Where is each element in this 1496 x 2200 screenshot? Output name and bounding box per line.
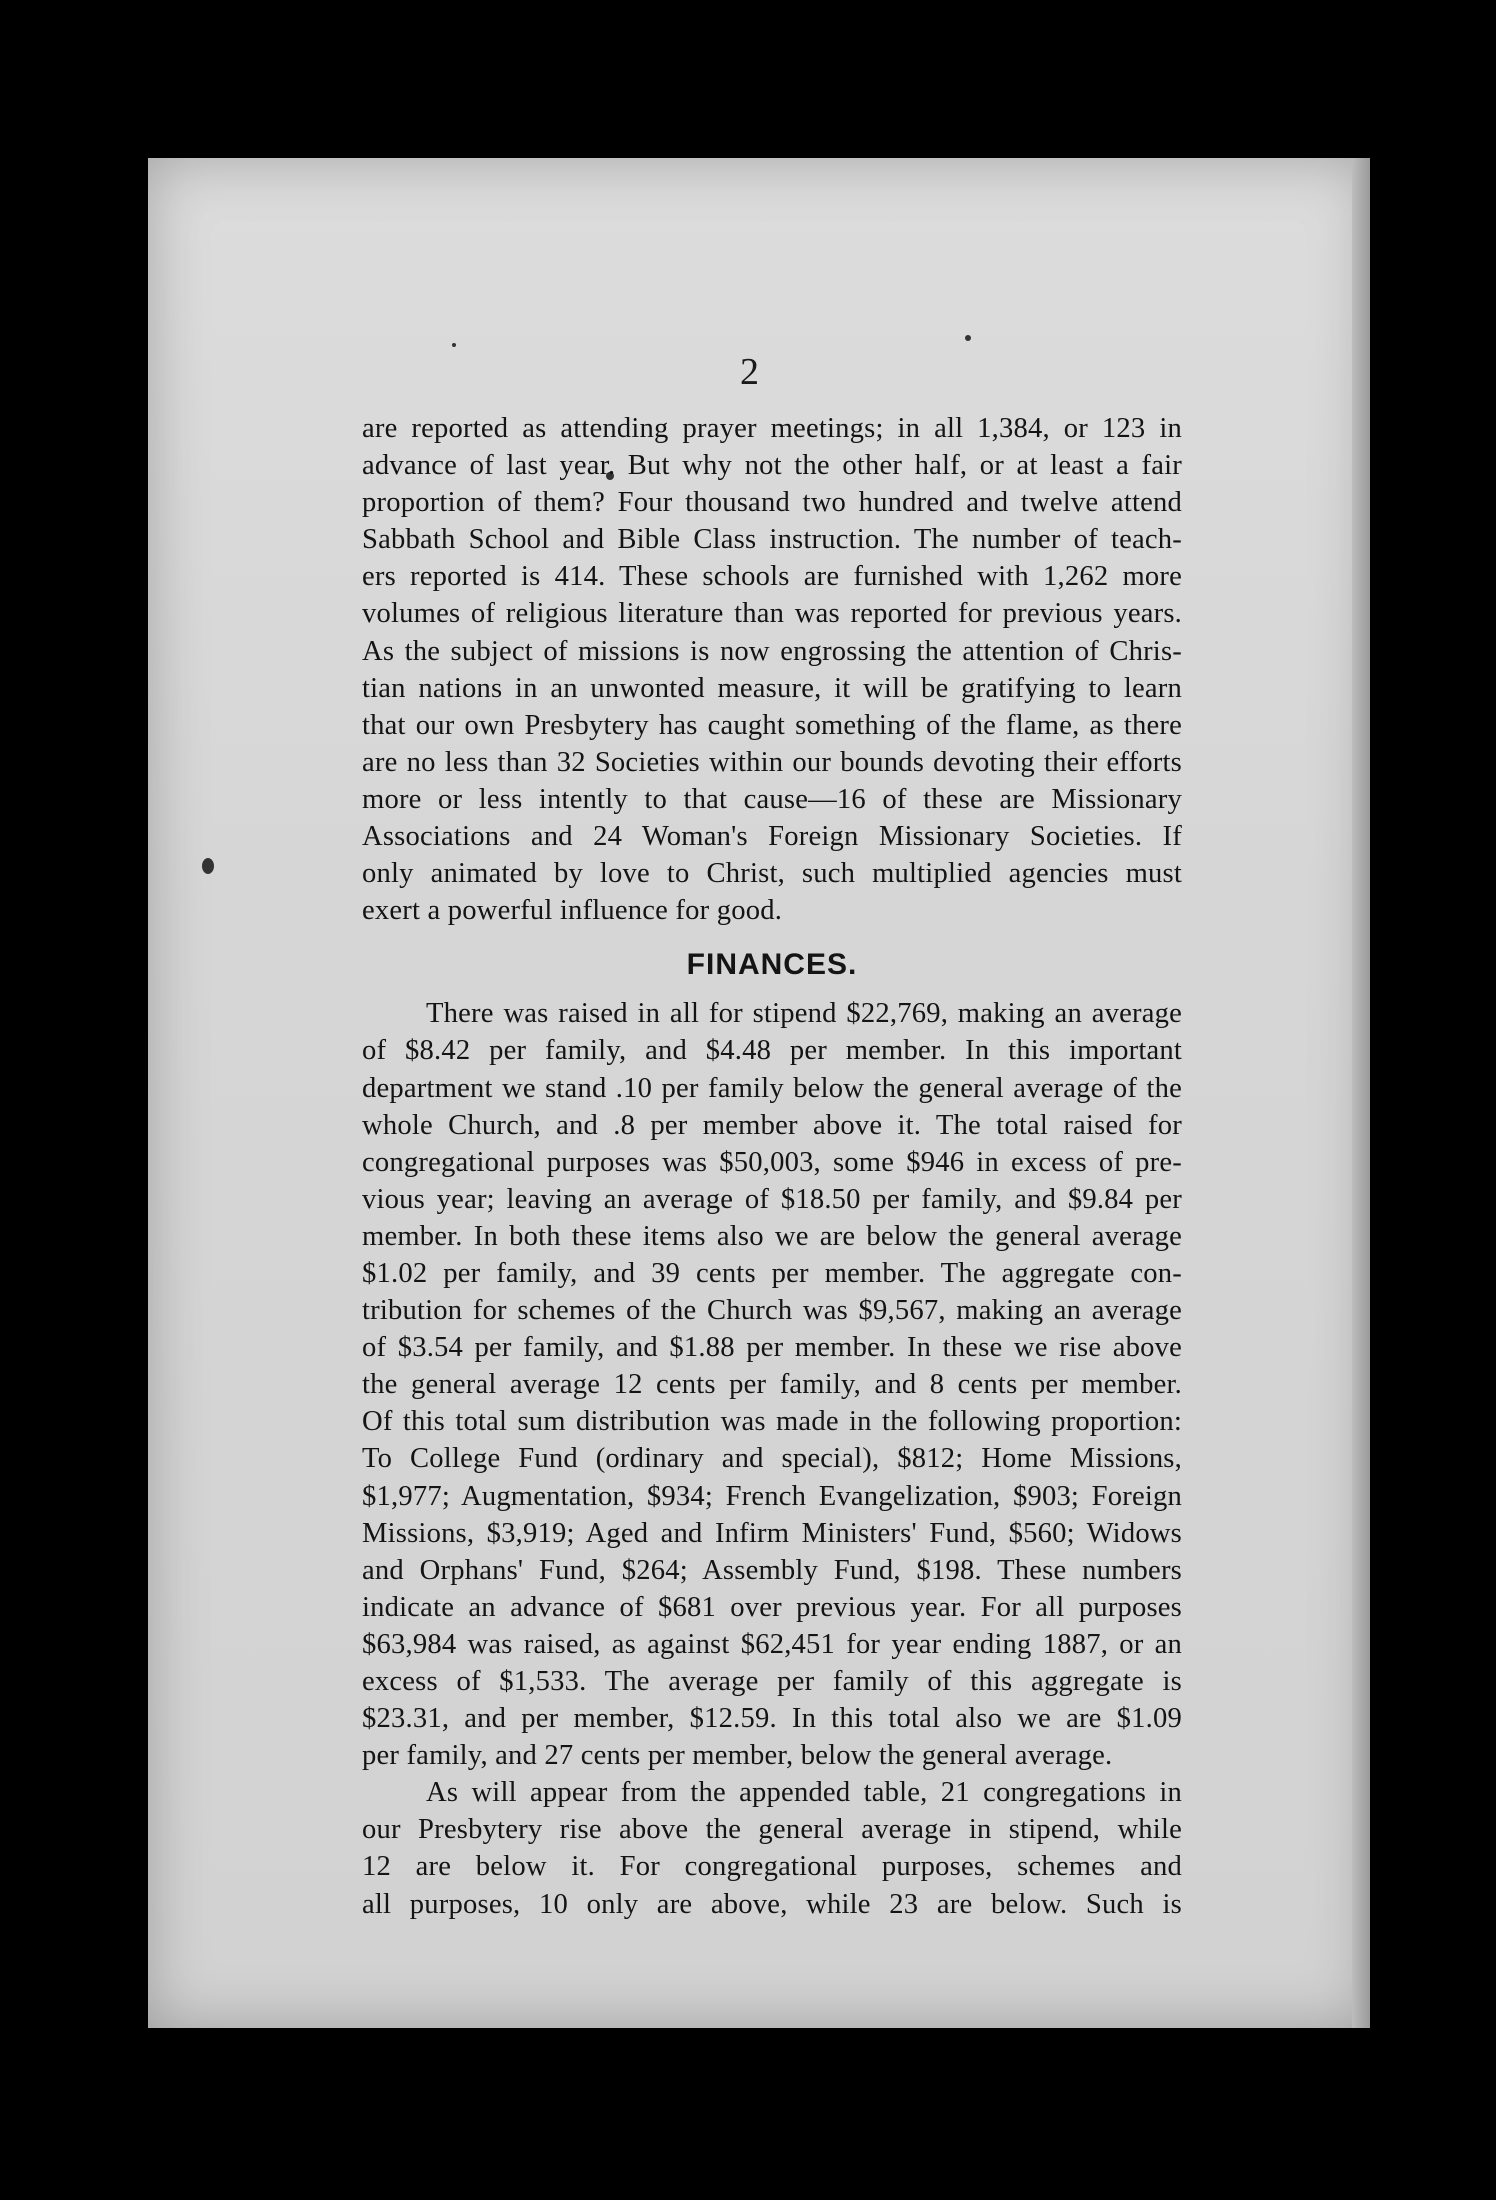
text-line: and Orphans' Fund, $264; Assembly Fund, $198. These numbers: [362, 1554, 1182, 1586]
text-line: $1.02 per family, and 39 cents per member. The aggregate con-: [362, 1257, 1182, 1289]
text-line: Sabbath School and Bible Class instruction. The number of teach-: [362, 524, 1182, 556]
text-line: vious year; leaving an average of $18.50 per family, and $9.84 per: [362, 1183, 1182, 1215]
text-line: $63,984 was raised, as against $62,451 for year ending 1887, or an: [362, 1628, 1182, 1660]
text-line: $23.31, and per member, $12.59. In this total also we are $1.09: [362, 1703, 1182, 1735]
text-line: department we stand .10 per family below the general average of the: [362, 1072, 1182, 1104]
text-line: $1,977; Augmentation, $934; French Evangelization, $903; Foreign: [362, 1480, 1182, 1512]
text-line: of $3.54 per family, and $1.88 per member. In these we rise above: [362, 1332, 1182, 1364]
text-line: tian nations in an unwonted measure, it will be gratifying to learn: [362, 672, 1182, 704]
text-line: congregational purposes was $50,003, some $946 in excess of pre-: [362, 1146, 1182, 1178]
page-edge-shadow: [1352, 158, 1370, 2028]
document-body: [362, 410, 1182, 1923]
text-line: There was raised in all for stipend $22,769, making an average: [426, 998, 1182, 1030]
text-line: indicate an advance of $681 over previous year. For all purposes: [362, 1591, 1182, 1623]
text-line: Missions, $3,919; Aged and Infirm Ministers' Fund, $560; Widows: [362, 1517, 1182, 1549]
text-line: To College Fund (ordinary and special), $812; Home Missions,: [362, 1443, 1182, 1475]
text-line: are no less than 32 Societies within our bounds devoting their efforts: [362, 746, 1182, 778]
text-line: only animated by love to Christ, such multiplied agencies must: [362, 858, 1182, 890]
ink-speck: [202, 858, 214, 874]
paragraph-1: [362, 410, 1182, 929]
text-line: exert a powerful influence for good.: [362, 895, 783, 927]
text-line: our Presbytery rise above the general average in stipend, while: [362, 1814, 1182, 1846]
text-line: As will appear from the appended table, 21 congregations in: [426, 1777, 1182, 1809]
text-line: more or less intently to that cause—16 of these are Missionary: [362, 783, 1182, 815]
ink-speck: [452, 343, 456, 347]
text-line: the general average 12 cents per family, and 8 cents per member.: [362, 1369, 1182, 1401]
text-line: Associations and 24 Woman's Foreign Missionary Societies. If: [362, 821, 1182, 853]
text-line: tribution for schemes of the Church was $9,567, making an average: [362, 1295, 1182, 1327]
text-line: volumes of religious literature than was reported for previous years.: [362, 598, 1182, 630]
paragraph-3: [362, 1774, 1182, 1922]
page-number: 2: [740, 351, 759, 393]
text-line: proportion of them? Four thousand two hundred and twelve attend: [362, 487, 1182, 519]
text-line: whole Church, and .8 per member above it. The total raised for: [362, 1109, 1182, 1141]
text-line: are reported as attending prayer meetings; in all 1,384, or 123 in: [362, 413, 1182, 444]
text-line: per family, and 27 cents per member, below the general average.: [362, 1740, 1113, 1772]
text-line: all purposes, 10 only are above, while 23 are below. Such is: [362, 1888, 1182, 1920]
text-line: As the subject of missions is now engrossing the attention of Chris-: [362, 635, 1182, 667]
text-line: of $8.42 per family, and $4.48 per member. In this important: [362, 1035, 1182, 1067]
text-line: Of this total sum distribution was made in the following proportion:: [362, 1406, 1182, 1438]
text-line: excess of $1,533. The average per family of this aggregate is: [362, 1666, 1182, 1697]
ink-speck: [965, 335, 971, 341]
paragraph-2: [362, 995, 1182, 1774]
section-heading-finances: FINANCES.: [686, 948, 858, 982]
text-line: that our own Presbytery has caught something of the flame, as there: [362, 709, 1182, 741]
text-line: advance of last year. But why not the other half, or at least a fair: [362, 450, 1182, 482]
text-line: 12 are below it. For congregational purposes, schemes and: [362, 1851, 1182, 1883]
text-line: member. In both these items also we are below the general average: [362, 1220, 1182, 1252]
text-line: ers reported is 414. These schools are furnished with 1,262 more: [362, 561, 1182, 593]
